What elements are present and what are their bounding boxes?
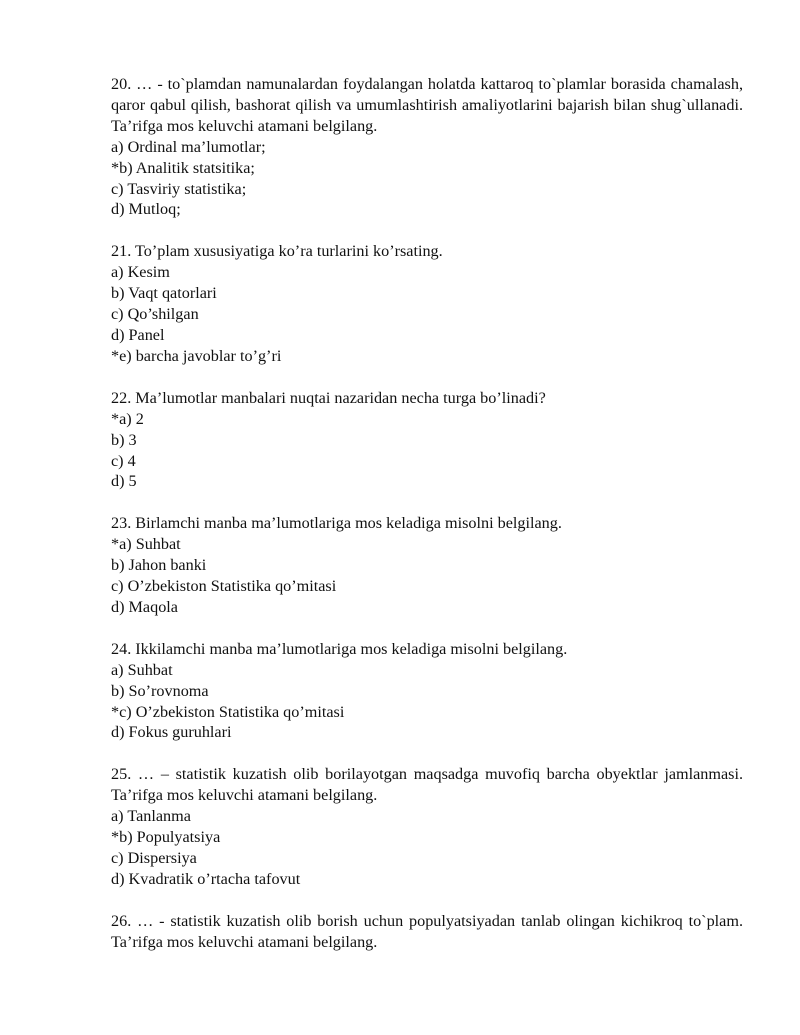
question-24 <box>111 639 743 744</box>
answer-option: a) Suhbat <box>111 660 173 679</box>
question-text: 20. … - to`plamdan namunalardan foydalangan holatda kattaroq to`plamlar borasida chamalash, qaror qabul qilish, bashorat qilish va umumlashtirish amaliyotlarini bajarish bilan shug`ullanadi. Ta’rifga mos keluvchi atamani belgilang. <box>111 75 743 135</box>
document-page <box>111 74 743 974</box>
answer-option: *b) Populyatsiya <box>111 828 221 847</box>
answer-option: c) Tasviriy statistika; <box>111 179 247 198</box>
question-26 <box>111 911 743 953</box>
question-text: 25. … – statistik kuzatish olib borilayotgan maqsadga muvofiq barcha obyektlar jamlanmasi. Ta’rifga mos keluvchi atamani belgilang. <box>111 765 743 805</box>
question-text: 26. … - statistik kuzatish olib borish uchun populyatsiyadan tanlab olingan kichikroq to`plam. Ta’rifga mos keluvchi atamani belgilang. <box>111 911 743 951</box>
question-22 <box>111 388 743 493</box>
answer-option: d) Maqola <box>111 597 178 616</box>
answer-option: c) Qo’shilgan <box>111 305 199 324</box>
answer-option: d) 5 <box>111 472 137 491</box>
question-20 <box>111 74 743 220</box>
answer-option: *a) 2 <box>111 409 144 428</box>
answer-option: b) Vaqt qatorlari <box>111 284 217 303</box>
question-23 <box>111 513 743 618</box>
answer-option: d) Mutloq; <box>111 200 181 219</box>
answer-option: d) Kvadratik o’rtacha tafovut <box>111 869 301 888</box>
answer-option: b) So’rovnoma <box>111 681 209 700</box>
question-text: 22. Ma’lumotlar manbalari nuqtai nazaridan necha turga bo’linadi? <box>111 388 546 407</box>
answer-option: *c) O’zbekiston Statistika qo’mitasi <box>111 702 345 721</box>
answer-option: c) O’zbekiston Statistika qo’mitasi <box>111 577 337 596</box>
answer-option: c) 4 <box>111 451 136 470</box>
answer-option: b) 3 <box>111 430 137 449</box>
question-25 <box>111 764 743 889</box>
question-text: 23. Birlamchi manba ma’lumotlariga mos keladiga misolni belgilang. <box>111 514 562 533</box>
answer-option: *e) barcha javoblar to’g’ri <box>111 346 282 365</box>
answer-option: *b) Analitik statsitika; <box>111 158 255 177</box>
answer-option: c) Dispersiya <box>111 849 197 867</box>
answer-option: a) Kesim <box>111 263 170 282</box>
answer-option: b) Jahon banki <box>111 556 207 575</box>
answer-option: d) Panel <box>111 325 165 344</box>
answer-option: *a) Suhbat <box>111 535 181 554</box>
question-21 <box>111 241 743 366</box>
answer-option: a) Ordinal ma’lumotlar; <box>111 137 266 156</box>
answer-option: a) Tanlanma <box>111 807 191 826</box>
answer-option: d) Fokus guruhlari <box>111 723 232 742</box>
question-text: 24. Ikkilamchi manba ma’lumotlariga mos keladiga misolni belgilang. <box>111 639 568 658</box>
question-text: 21. To’plam xususiyatiga ko’ra turlarini ko’rsating. <box>111 242 443 261</box>
